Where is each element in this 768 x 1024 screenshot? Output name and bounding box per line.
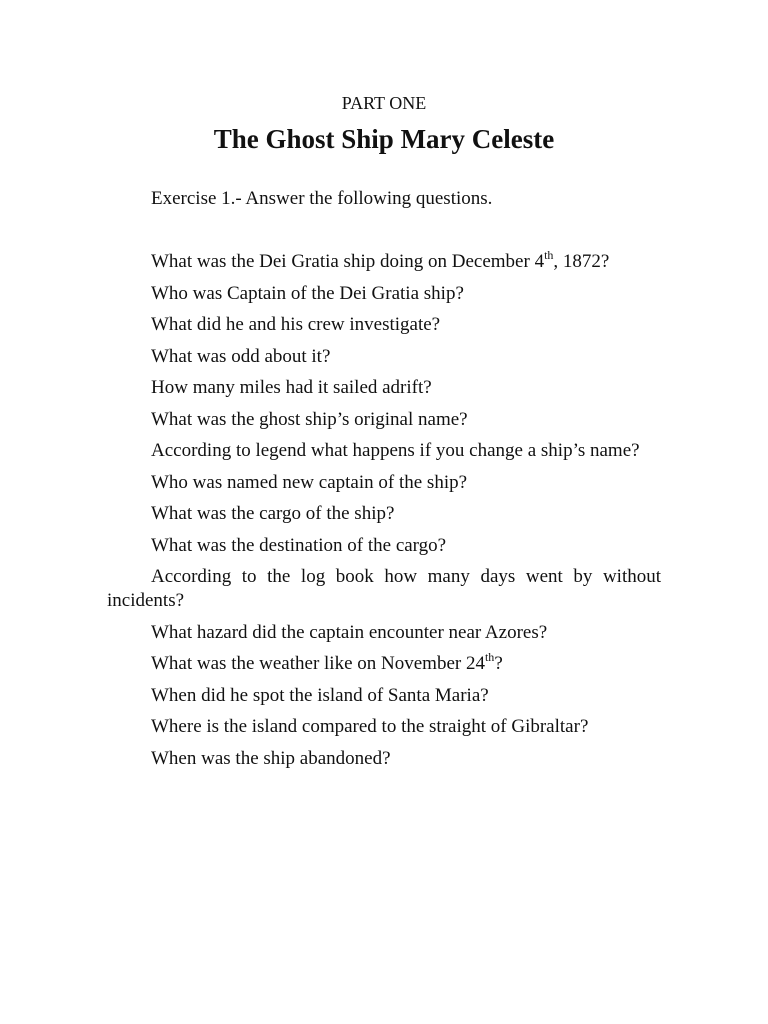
question-item xyxy=(107,471,661,495)
question-text: What was the weather like on November 24 xyxy=(151,653,485,674)
question-text: What did he and his crew investigate? xyxy=(151,314,441,335)
question-text: What was the cargo of the ship? xyxy=(151,503,395,524)
question-item xyxy=(107,715,661,739)
question-text: What was odd about it? xyxy=(151,345,331,367)
question-list xyxy=(107,250,661,778)
question-text: According to legend what happens if you change a ship’s name? xyxy=(151,440,640,461)
question-text: Who was named new captain of the ship? xyxy=(151,471,468,493)
part-label: PART ONE xyxy=(341,93,427,113)
question-text-end: , 1872? xyxy=(553,251,610,272)
question-item xyxy=(107,684,661,708)
question-item xyxy=(107,747,661,771)
question-item xyxy=(107,439,661,463)
question-item xyxy=(107,502,661,526)
question-text: What was the destination of the cargo? xyxy=(151,534,447,556)
question-text: When did he spot the island of Santa Maria? xyxy=(151,684,489,706)
question-item xyxy=(107,345,661,369)
question-text: What was the ghost ship’s original name? xyxy=(151,408,468,430)
question-item xyxy=(107,621,661,645)
question-text: What hazard did the captain encounter near Azores? xyxy=(151,621,548,643)
question-text: When was the ship abandoned? xyxy=(151,747,391,769)
question-item xyxy=(107,376,661,400)
question-item xyxy=(107,652,661,676)
question-item xyxy=(107,534,661,558)
question-item xyxy=(107,250,661,274)
question-text: What was the Dei Gratia ship doing on December 4 xyxy=(151,251,545,272)
question-text: How many miles had it sailed adrift? xyxy=(151,377,432,398)
question-text-end: ? xyxy=(494,653,503,674)
question-text: Where is the island compared to the straight of Gibraltar? xyxy=(151,716,589,737)
question-item xyxy=(107,282,661,306)
question-text: Who was Captain of the Dei Gratia ship? xyxy=(151,282,464,304)
question-item xyxy=(107,313,661,337)
page-title: The Ghost Ship Mary Celeste xyxy=(213,124,555,154)
ordinal-suffix: th xyxy=(484,650,495,664)
question-item xyxy=(107,408,661,432)
ordinal-suffix: th xyxy=(544,248,554,262)
exercise-instruction: Exercise 1.- Answer the following questions. xyxy=(151,188,493,209)
question-item xyxy=(107,565,661,613)
question-text: According to the log book how many days went by without incidents? xyxy=(107,566,661,611)
